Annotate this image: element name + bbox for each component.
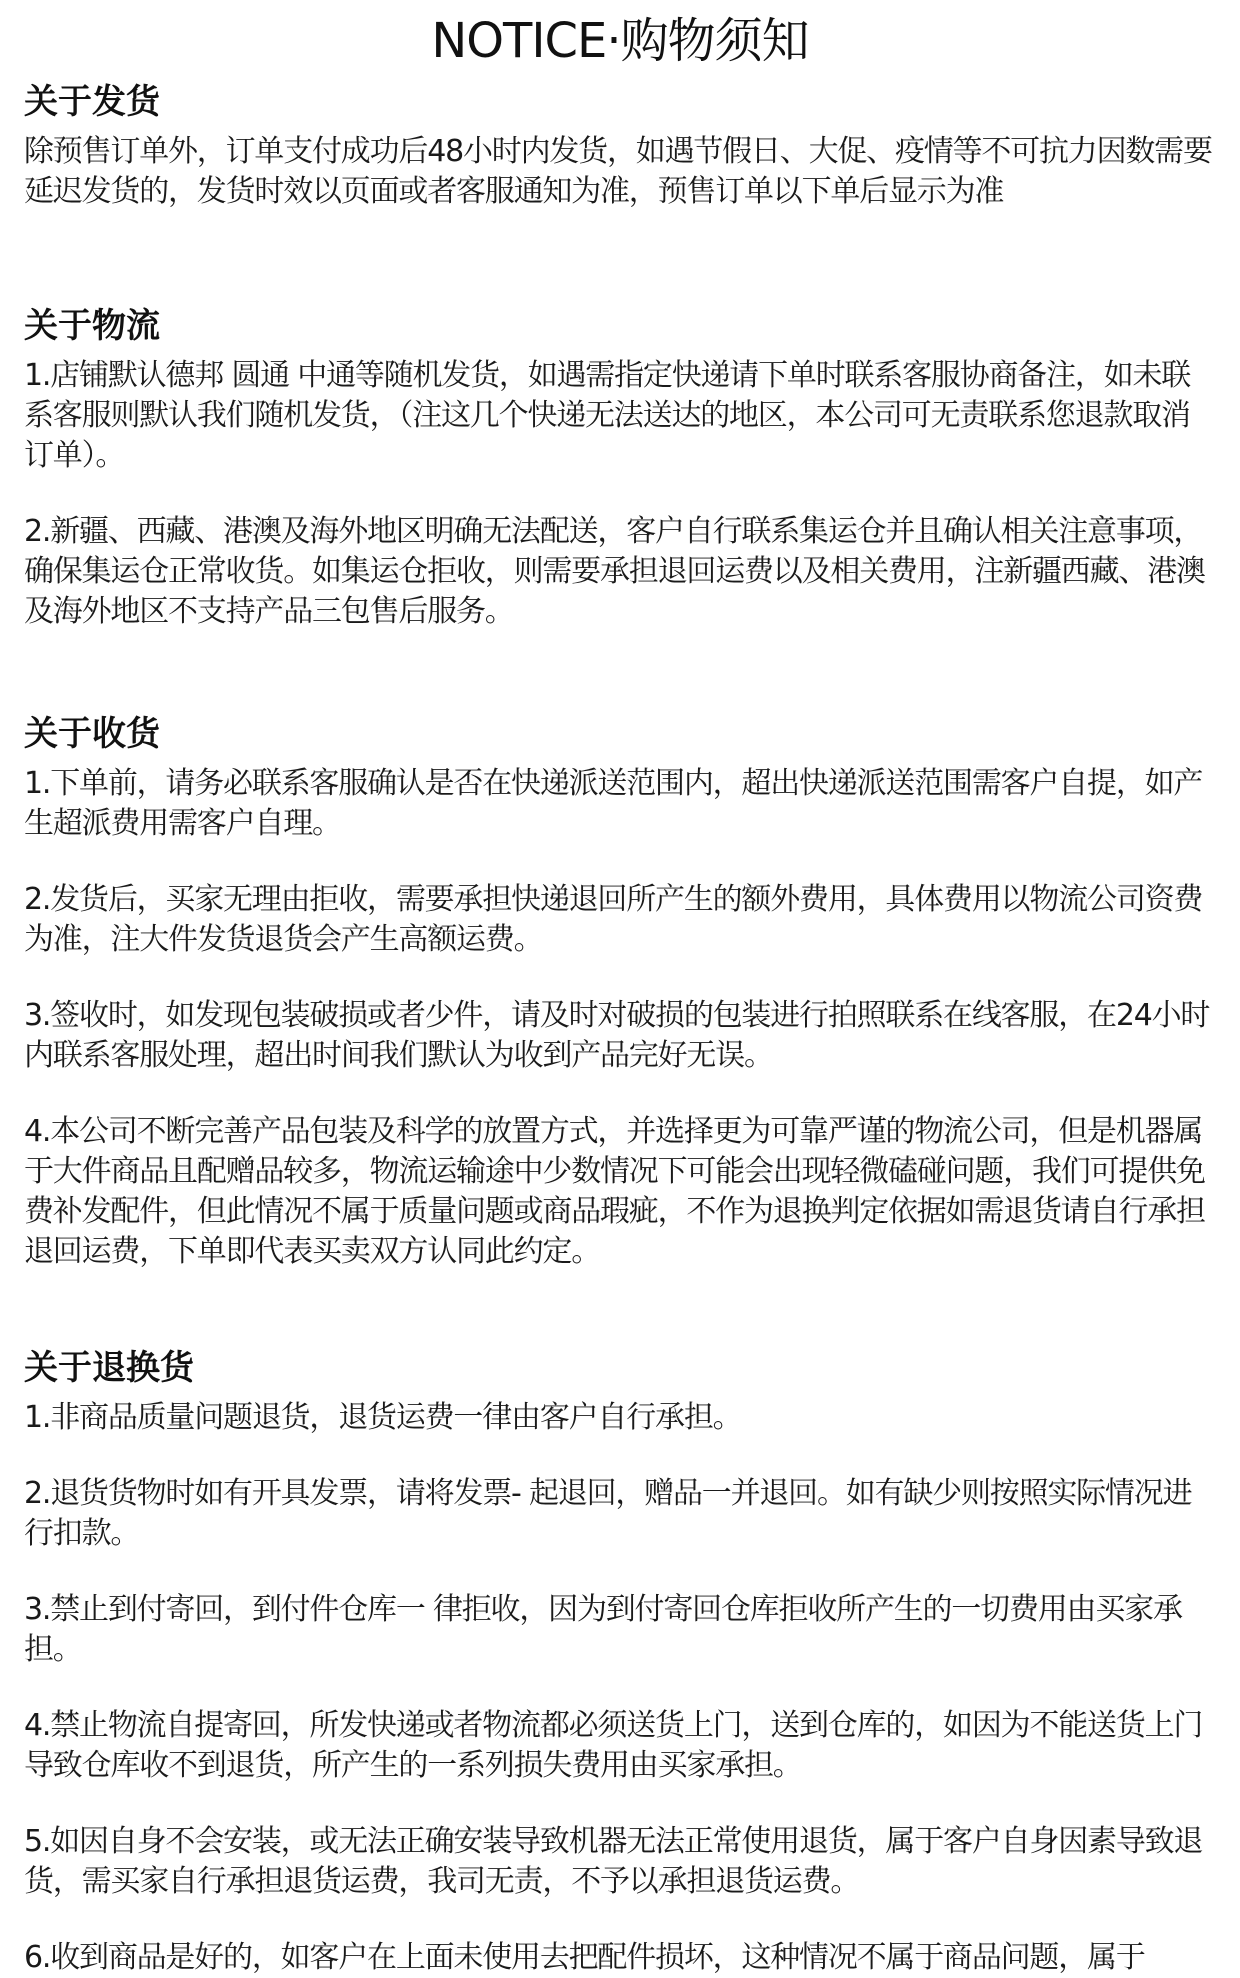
section-paragraph: 3.禁止到付寄回，到付件仓库一 律拒收，因为到付寄回仓库拒收所产生的一切费用由买家承担。 — [24, 1592, 1182, 1667]
section-heading: 关于退换货 — [24, 1348, 194, 1388]
section-heading: 关于收货 — [24, 714, 160, 754]
section-shipping — [24, 80, 1214, 212]
section-paragraph: 2.退货货物时如有开具发票，请将发票- 起退回，赠品一并退回。如有缺少则按照实际情况进行扣款。 — [24, 1476, 1192, 1551]
section-paragraph: 6.收到商品是好的，如客户在上面未使用去把配件损坏，这种情况不属于商品问题，属于 — [24, 1940, 1145, 1975]
section-heading: 关于发货 — [24, 82, 160, 122]
page-title: NOTICE·购物须知 — [431, 13, 809, 69]
section-paragraph: 1.店铺默认德邦 圆通 中通等随机发货，如遇需指定快递请下单时联系客服协商备注，如未联系客服则默认我们随机发货，（注这几个快递无法送达的地区，本公司可无责联系您退款取消订单）。 — [24, 358, 1191, 473]
section-paragraph: 4.禁止物流自提寄回，所发快递或者物流都必须送货上门，送到仓库的，如因为不能送货上门导致仓库收不到退货，所产生的一系列损失费用由买家承担。 — [24, 1708, 1203, 1783]
section-returns — [24, 1346, 1214, 1978]
section-paragraph: 1.下单前，请务必联系客服确认是否在快递派送范围内，超出快递派送范围需客户自提，如产生超派费用需客户自理。 — [24, 766, 1203, 841]
section-paragraph: 除预售订单外，订单支付成功后48小时内发货，如遇节假日、大促、疫情等不可抗力因数需要延迟发货的，发货时效以页面或者客服通知为准，预售订单以下单后显示为准 — [24, 134, 1212, 209]
section-paragraph: 2.新疆、西藏、港澳及海外地区明确无法配送，客户自行联系集运仓并且确认相关注意事项，确保集运仓正常收货。如集运仓拒收，则需要承担退回运费以及相关费用，注新疆西藏、港澳及海外地区不支持产品三包售后服务。 — [24, 514, 1205, 629]
section-receiving — [24, 712, 1214, 1272]
section-paragraph: 1.非商品质量问题退货，退货运费一律由客户自行承担。 — [24, 1400, 742, 1435]
section-paragraph: 4.本公司不断完善产品包装及科学的放置方式，并选择更为可靠严谨的物流公司，但是机器属于大件商品且配赠品较多，物流运输途中少数情况下可能会出现轻微磕碰问题，我们可提供免费补发配件，但此情况不属于质量问题或商品瑕疵，不作为退换判定依据如需退货请自行承担退回运费，下单即代表买卖双方认同此约定。 — [24, 1114, 1205, 1269]
section-paragraph: 2.发货后，买家无理由拒收，需要承担快递退回所产生的额外费用，具体费用以物流公司资费为准，注大件发货退货会产生高额运费。 — [24, 882, 1203, 957]
section-heading: 关于物流 — [24, 306, 160, 346]
section-paragraph: 3.签收时，如发现包装破损或者少件，请及时对破损的包装进行拍照联系在线客服，在24小时内联系客服处理，超出时间我们默认为收到产品完好无误。 — [24, 998, 1210, 1073]
section-paragraph: 5.如因自身不会安装，或无法正确安装导致机器无法正常使用退货，属于客户自身因素导致退货，需买家自行承担退货运费，我司无责，不予以承担退货运费。 — [24, 1824, 1203, 1899]
section-logistics — [24, 304, 1214, 632]
